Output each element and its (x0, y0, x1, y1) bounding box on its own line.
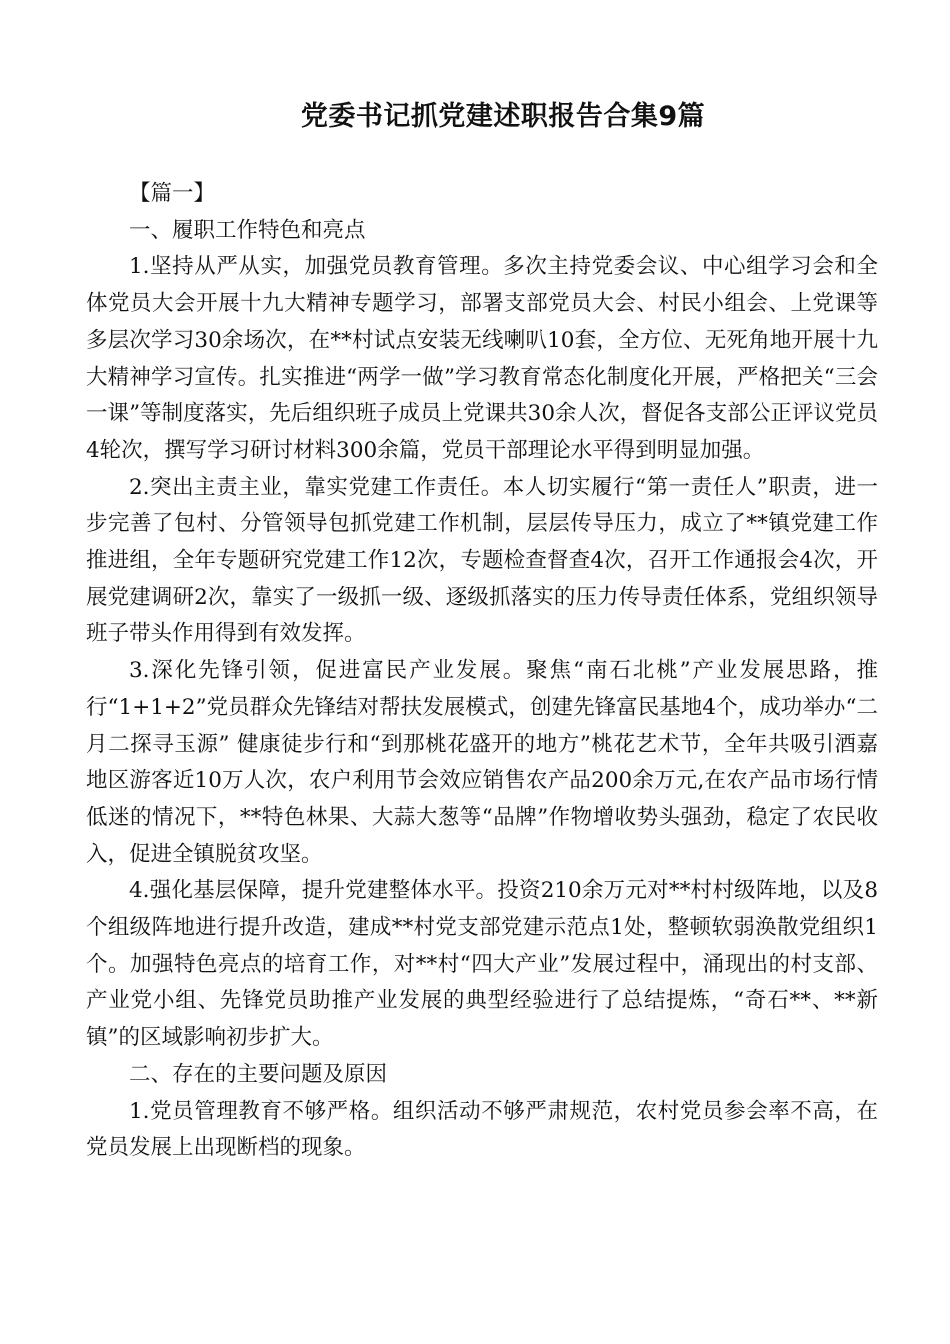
subsection-heading: 二、存在的主要问题及原因 (129, 1061, 388, 1087)
body-paragraph: 4.强化基层保障，提升党建整体水平。投资210余万元对**村村级阵地，以及8个组级阵地进行提升改造，建成**村党支部党建示范点1处，整顿软弱涣散党组织1个。加强特色亮点的培育工作，对**村“四大产业”发展过程中，涌现出的村支部、产业党小组、先锋党员助推产业发展的典型经验进行了总结提炼，“奇石**、**新镇”的区域影响初步扩大。 (86, 878, 878, 1051)
body-paragraph: 1.坚持从严从实，加强党员教育管理。多次主持党委会议、中心组学习会和全体党员大会开展十九大精神专题学习，部署支部党员大会、村民小组会、上党课等多层次学习30余场次，在**村试点安装无线喇叭10套，全方位、无死角地开展十九大精神学习宣传。扎实推进“两学一做”学习教育常态化制度化开展，严格把关“三会一课”等制度落实，先后组织班子成员上党课共30余人次，督促各支部公正评议党员4轮次，撰写学习研讨材料300余篇，党员干部理论水平得到明显加强。 (86, 254, 878, 463)
section-heading: 【篇一】 (129, 181, 216, 206)
body-paragraph: 1.党员管理教育不够严格。组织活动不够严肃规范，农村党员参会率不高，在党员发展上出现断档的现象。 (86, 1098, 878, 1161)
document-body (86, 176, 878, 1167)
body-paragraph: 3.深化先锋引领，促进富民产业发展。聚焦“南石北桃”产业发展思路，推行“1+1+2”党员群众先锋结对帮扶发展模式，创建先锋富民基地4个，成功举办“二月二探寻玉源” 健康徒步行和“到那桃花盛开的地方”桃花艺术节，全年共吸引酒嘉地区游客近10万人次，农户利用节会效应销售农产品200余万元,在农产品市场行情低迷的情况下，**特色林果、大蒜大葱等“品牌”作物增收势头强劲，稳定了农民收入，促进全镇脱贫攻坚。 (86, 658, 878, 867)
document-title: 党委书记抓党建述职报告合集9篇 (300, 101, 706, 132)
subsection-heading: 一、履职工作特色和亮点 (129, 217, 366, 243)
body-paragraph: 2.突出主责主业，靠实党建工作责任。本人切实履行“第一责任人”职责，进一步完善了包村、分管领导包抓党建工作机制，层层传导压力，成立了**镇党建工作推进组，全年专题研究党建工作12次，专题检查督查4次，召开工作通报会4次，开展党建调研2次，靠实了一级抓一级、逐级抓落实的压力传导责任体系，党组织领导班子带头作用得到有效发挥。 (86, 474, 878, 647)
